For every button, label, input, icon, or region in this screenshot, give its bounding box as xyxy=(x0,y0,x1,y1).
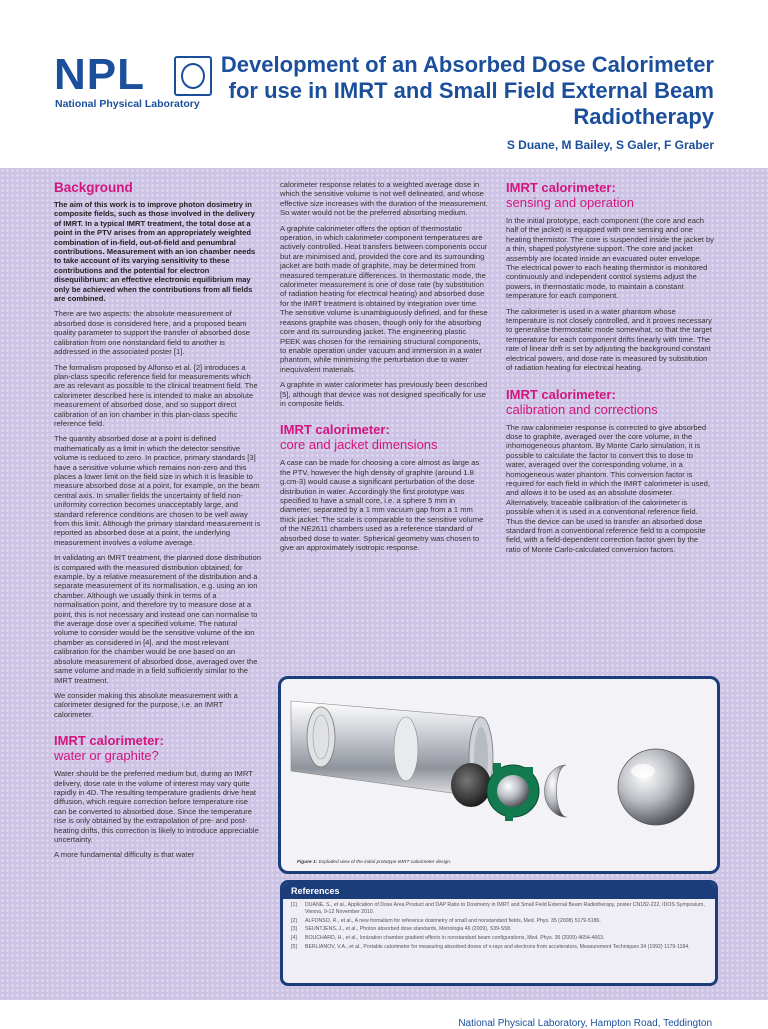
reference-number: [5] xyxy=(291,943,297,950)
reference-number: [4] xyxy=(291,935,297,942)
logo-text: NPL xyxy=(54,50,145,99)
paragraph: A case can be made for choosing a core almost as large as the PTV, however the high density of graphite (around 1.8 g.cm-3) would cause a significant perturbation of the dose distribution in water. Accordingly the first prototype was specified to have a small core, i.e. a sphere 5 mm in diameter, separated by a 1 mm vacuum gap from a 1 mm thick jacket. The scale is comparable to the sensitive volume of the NE2611 chambers used as a reference standard of absorbed dose to water. Spherical geometry was chosen to give an approximately isotropic response. xyxy=(280,458,484,552)
heading-line-1: IMRT calorimeter: xyxy=(54,733,164,749)
heading-line-2: core and jacket dimensions xyxy=(280,437,438,453)
heading-water-or-graphite xyxy=(54,733,262,763)
figure-exploded-view xyxy=(278,676,720,874)
reference-text: ALFONSO, R., et al., A new formalism for reference dosimetry of small and nonstandard fields, Med. Phys. 35 (2008) 5179-5186. xyxy=(305,917,601,924)
reference-text: BERLIANOV, V.A., et al., Portable calorimeter for measuring absorbed doses of x-rays and electrons from accelerators, Measurement Techniques 34 (1992) 1179-1184. xyxy=(305,943,690,950)
column-1 xyxy=(54,180,262,866)
reference-text: SEUNTJENS, J., et al., Photon absorbed dose standards, Metrologia 46 (2009), S39-S58. xyxy=(305,926,512,933)
calorimeter-illustration xyxy=(281,679,717,849)
poster-authors: S Duane, M Bailey, S Galer, F Graber xyxy=(506,138,714,152)
paragraph: A graphite calorimeter offers the option of thermostatic operation, in which calorimeter component temperatures are actively controlled. Heat transfers between components occur but are minimised and, provided the core and its surrounding jacket are both made of graphite, may be determined from measured temperature differences. In thermostatic mode, the calorimeter measurement is one of dose rate (by substitution of radiation heating for electrical heating) and absorbed dose for the IMRT treatment is obtained by integration over time. The sensitive volume is unambiguously defined, and for these reasons graphite was chosen, though only for the absorbing core and its surrounding jacket. The engineering plastic PEEK was chosen for the remaining structural components, to enable operation under vacuum and immersion in a water phantom, while minimising the perturbation due to water inequivalent materials. xyxy=(280,223,488,374)
reference-item xyxy=(291,918,707,925)
reference-text: DUANE, S., et al., Application of Dose Area Product and DAP Ratio to Dosimetry in IMRT and Small Field External Beam Radiotherapy, poster CN182-222, IDOS Symposium, Vienna, 9-12 November 2010. xyxy=(305,902,705,915)
reference-number: [1] xyxy=(291,902,297,908)
footer-address: National Physical Laboratory, Hampton Road, Teddington xyxy=(458,1018,712,1029)
reference-number: [3] xyxy=(291,926,297,933)
reference-item xyxy=(291,926,707,933)
reference-text: BOUCHARD, H., et al., Ionization chamber gradient effects in nonstandard beam configurations, Med. Phys. 36 (2009) 4654-4663. xyxy=(305,935,605,942)
reference-item xyxy=(291,944,707,951)
crest-icon xyxy=(174,56,212,96)
references-box xyxy=(280,880,718,986)
heading-calibration xyxy=(506,387,714,417)
heading-line-1: IMRT calorimeter: xyxy=(280,422,390,438)
references-heading: References xyxy=(283,883,715,899)
reference-item xyxy=(291,902,707,916)
heading-background: Background xyxy=(54,180,133,195)
poster-title: Development of an Absorbed Dose Calorimeter for use in IMRT and Small Field External Beam Radiotherapy xyxy=(220,52,714,129)
paragraph: The raw calorimeter response is corrected to give absorbed dose to graphite, averaged over the core volume, in the inhomogeneous phantom. By Monte Carlo simulation, it is possible to calculate the factor to convert this to dose to water, averaged over the corresponding volume, in a homogeneous water phantom. This conversion factor is required for each field in which the IMRT calorimeter is used, and allows it to be used as an absolute dosimeter. Alternatively, traceable calibration of the calorimeter is possible when it is used in a conventional reference field. Thus the device can be used to transfer an absorbed dose standard from a conventional reference field to a composite field, with a field-dependent correction factor given by the ratio of Monte Carlo-calculated conversion factors. xyxy=(506,422,711,554)
paragraph: Water should be the preferred medium but, during an IMRT delivery, dose rate in the volume of interest may vary quite rapidly in 4D. The resulting temperature gradients drive heat diffusion, which require correction before temperature rise can be converted to absorbed dose. Since the temperature rise is only obtained by the extrapolation of pre- and post-heating drifts, this correction is likely to introduce appreciable uncertainty. xyxy=(54,769,259,844)
paragraph: The quantity absorbed dose at a point is defined mathematically as a limit in which the detector sensitive volume is reduced to zero. In practice, primary standards [3] have a sensitive volume which remains non-zero and this places a lower limit on the field size in which it is feasible to measure absorbed dose at a point, for example, on the beam central axis. In smaller fields the uncertainty of field non-uniformity correction becomes unacceptably large, and standard reference conditions are chosen to be well away from this limit. Although the primary standard measurement is reported as absorbed dose at a point, the underlying measurement involves a volume average. xyxy=(54,434,261,547)
heading-line-1: IMRT calorimeter: xyxy=(506,386,616,402)
paragraph: In the initial prototype, each component (the core and each half of the jacket) is equipped with one sensing and one heating thermistor. The core is suspended inside the jacket by a thin, shaped polystyrene support. The core and jacket assembly are located inside an evacuated outer envelope. The electrical power to each heating thermistor is monitored continuously and independent control systems adjust the powers, in thermostatic mode, to maintain a constant temperature for each component. xyxy=(506,216,714,301)
poster-header xyxy=(0,0,768,168)
heading-sensing-operation xyxy=(506,180,714,210)
references-list xyxy=(283,902,715,951)
paragraph: A graphite in water calorimeter has previously been described [5], although that device was not designed specifically for use in composite fields. xyxy=(280,380,488,408)
figure-caption-text: Exploded view of the initial prototype IMRT calorimeter design. xyxy=(318,860,452,865)
heading-line-1: IMRT calorimeter: xyxy=(506,180,616,195)
figure-label: Figure 1: xyxy=(297,860,318,865)
heading-core-jacket xyxy=(280,422,488,452)
paragraph: We consider making this absolute measurement with a calorimeter designed for the purpose, i.e. an IMRT calorimeter. xyxy=(54,690,238,719)
paragraph: In validating an IMRT treatment, the planned dose distribution is compared with the measured distribution obtained, for example, by a relative measurement of the distribution and a separate measurement of its normalisation, e.g. using an ion chamber. Although we usually think in terms of a normalisation point, and therefore try to measure dose at a point, this is not necessary and instead one can normalise to the average dose over a specified volume. The natural volume to consider would be the sensitive volume of the ion chamber as considered in [4], and the most relevant calibration for the chamber would be one based on an absolute measurement of absorbed dose, averaged over the same volume and made in a field sufficiently similar to the IMRT treatment. xyxy=(54,553,261,685)
column-2 xyxy=(280,180,488,558)
background-lead: The aim of this work is to improve photon dosimetry in composite fields, such as those involved in the delivery of IMRT. In a typical IMRT treatment, the total dose at a point in the PTV arises from an appropriately weighted combination of in-field, out-of-field and penumbral contributions. Measurement with an ion chamber needs to take account of its varying sensitivity to these contributions and the potential for electron disequilibrium: an effective electronic equilibrium may only be achieved when the contributions from all fields are combined. xyxy=(54,200,256,304)
poster-footer xyxy=(0,1000,768,1029)
heading-line-2: water or graphite? xyxy=(54,748,159,764)
column-3 xyxy=(506,180,714,560)
paragraph: calorimeter response relates to a weighted average dose in which the sensitive volume is not well delineated, and whose effective size increases with the duration of the measurement. So water would not be the preferred absorbing medium. xyxy=(280,180,488,218)
logo-subtitle: National Physical Laboratory xyxy=(55,98,200,110)
npl-logo xyxy=(54,50,214,114)
heading-line-2: calibration and corrections xyxy=(506,401,658,417)
reference-item xyxy=(291,935,707,942)
paragraph: There are two aspects: the absolute measurement of absorbed dose is considered here, and a proposed beam quality parameter to support the transfer of absorbed dose calibration from one nonstandard field to another is addressed in the associated poster [1]. xyxy=(54,309,250,357)
paragraph: The calorimeter is used in a water phantom whose temperature is not closely controlled, and it proves necessary to generalise thermostatic mode somewhat, so that the target temperature for each component drifts linearly with time. The rate of linear drift is set by adjusting the background constant electrical powers, and dose rate is measured by substitution of radiation heating for electrical heating. xyxy=(506,306,712,373)
paragraph: The formalism proposed by Alfonso et al. [2] introduces a plan-class specific reference field for measurements which are as relevant as possible to the clinical treatment field. The calorimeter described here is intended to make an absolute measurement of absorbed dose, and so support direct calibration of an ion chamber in this plan-class specific reference field. xyxy=(54,362,258,428)
paragraph: A more fundamental difficulty is that water xyxy=(54,850,195,860)
heading-line-2: sensing and operation xyxy=(506,195,634,210)
figure-caption xyxy=(297,860,451,865)
reference-number: [2] xyxy=(291,917,297,924)
